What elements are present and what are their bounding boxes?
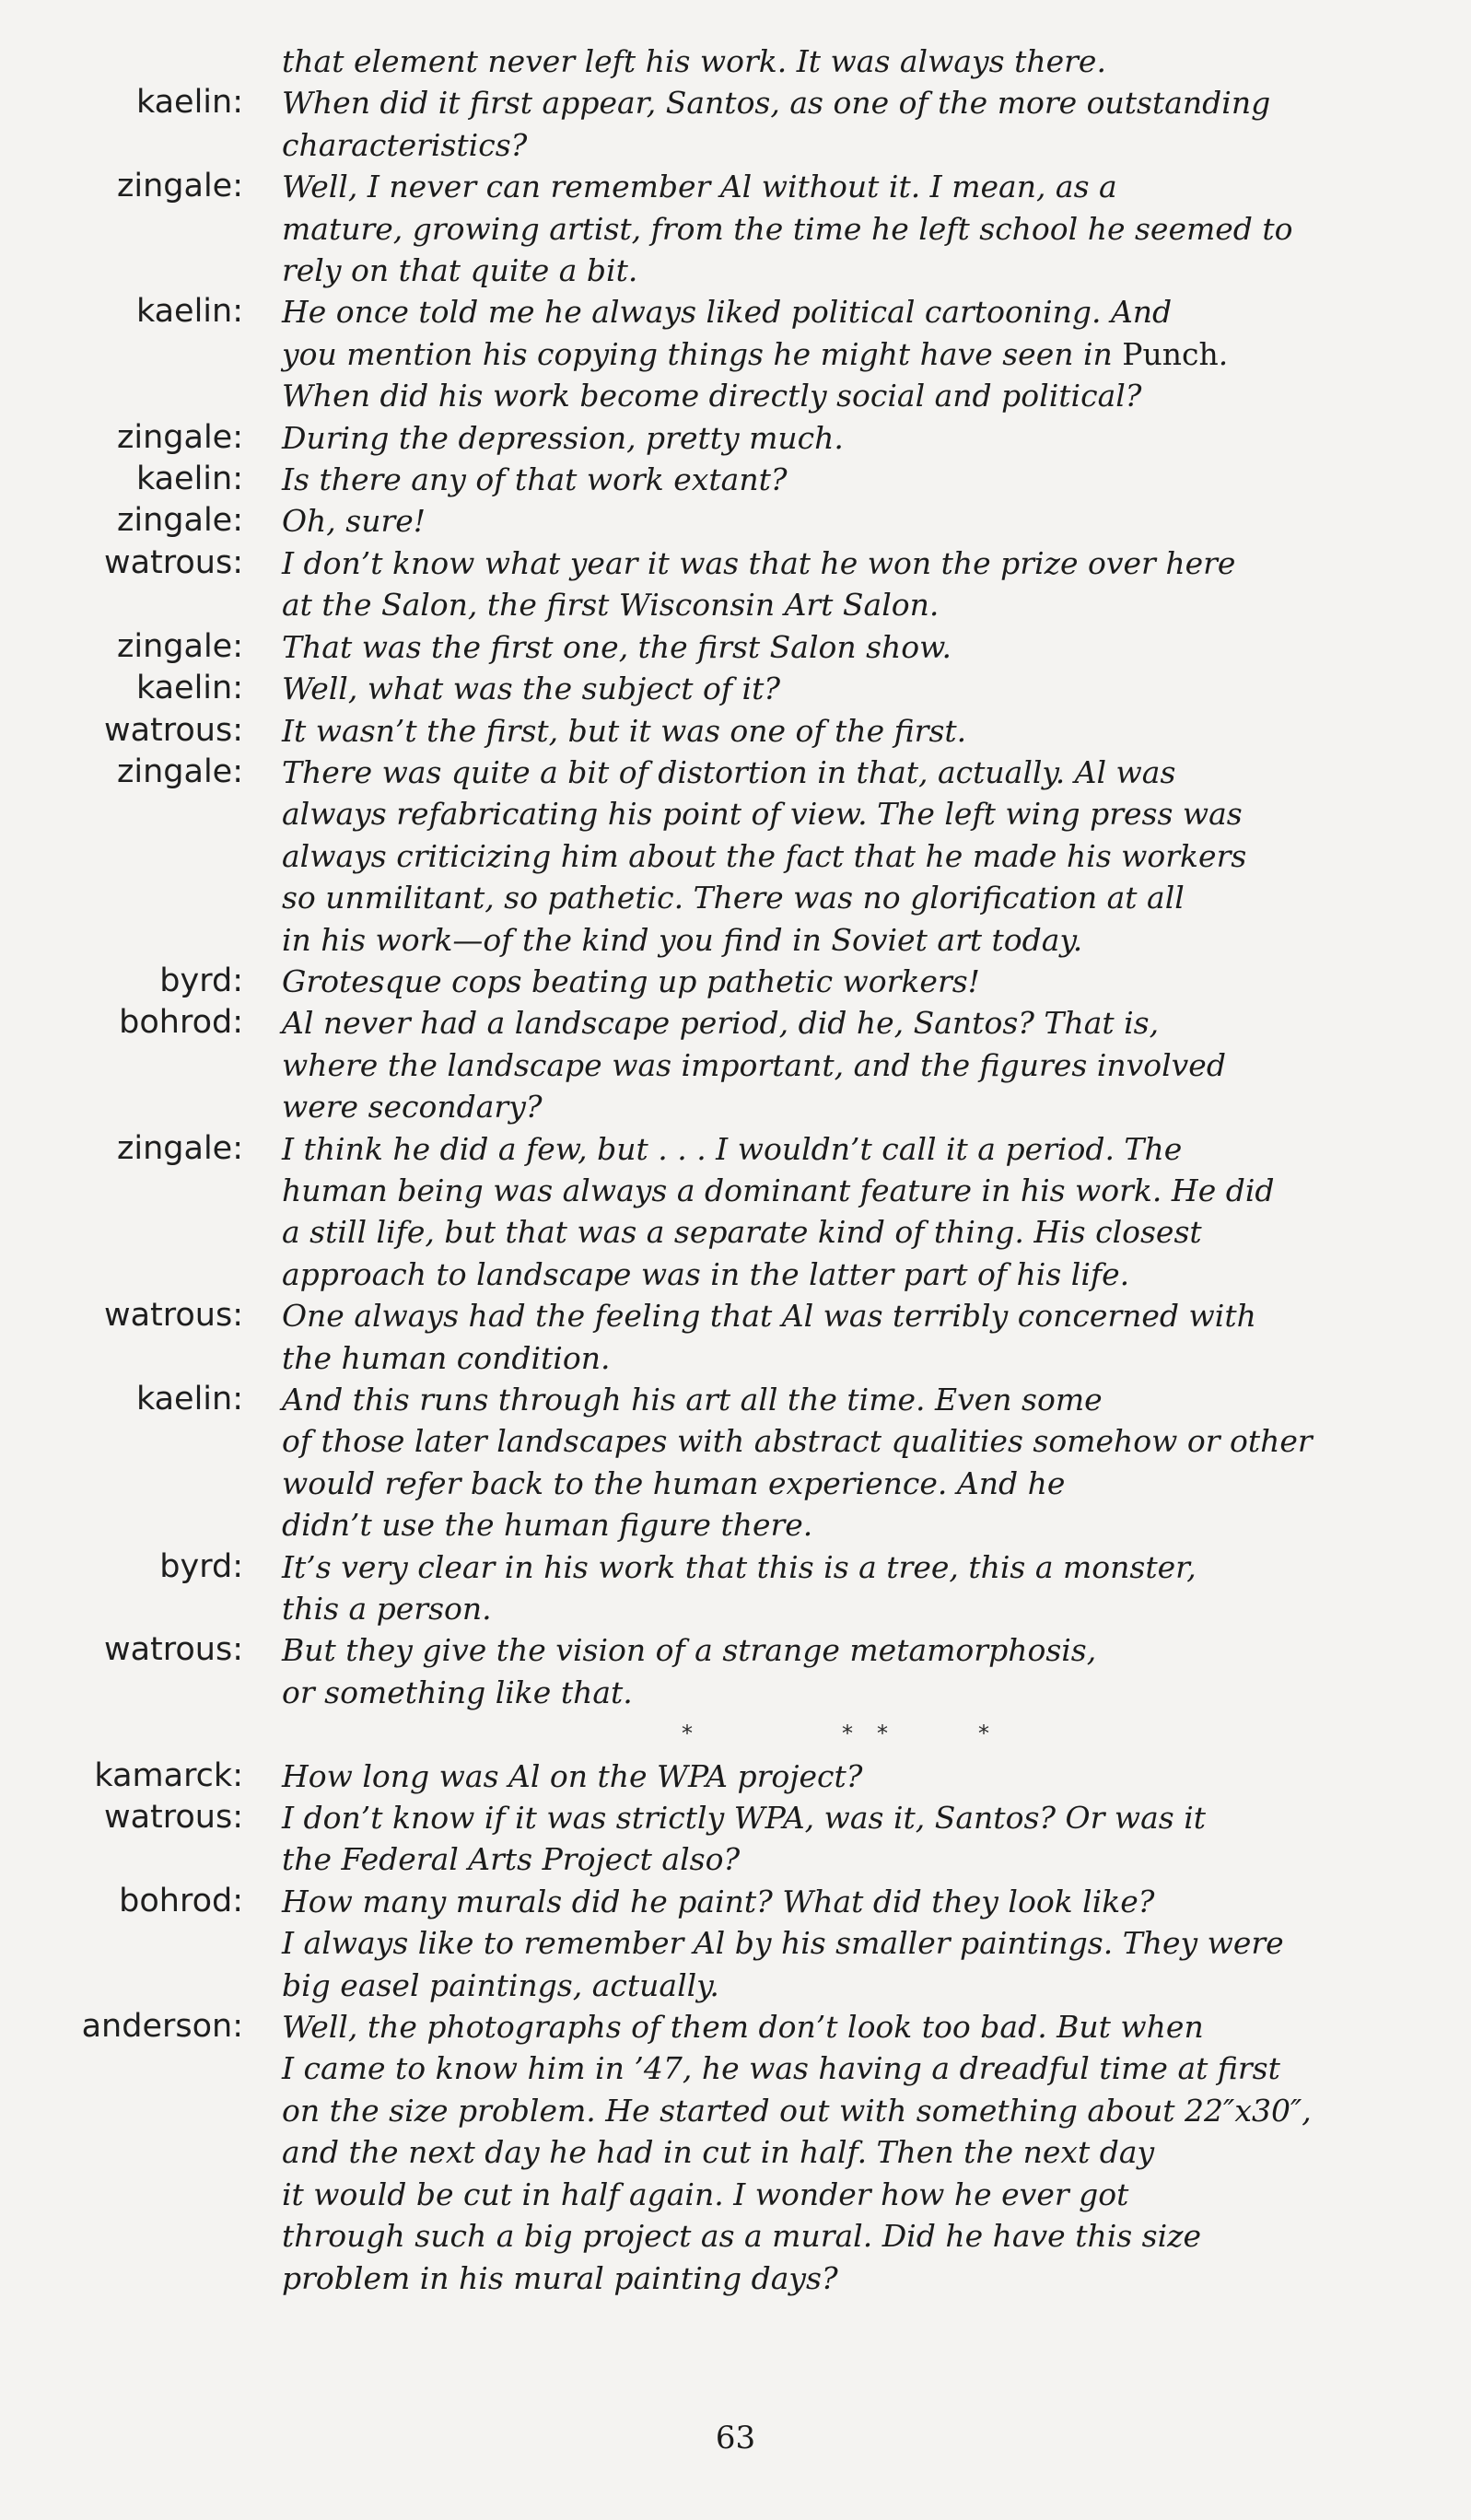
- dialogue-line: [282, 2131, 1471, 2173]
- section-break-asterisk: *: [978, 1721, 989, 1747]
- interview-transcript: [0, 41, 1471, 2299]
- line-text: When did it first appear, Santos, as one of the more outstanding: [282, 85, 1271, 122]
- line-text: a still life, but that was a separate kind of thing. His closest: [282, 1214, 1202, 1251]
- dialogue-line: [282, 877, 1471, 918]
- line-text: human being was always a dominant feature in his work. He did: [282, 1172, 1275, 1208]
- dialogue-turn: [0, 417, 1471, 459]
- line-text: I don’t know what year it was that he won the prize over here: [282, 544, 1236, 581]
- speaker-name: bohrod:: [119, 1882, 243, 1919]
- dialogue-line: [282, 1629, 1471, 1671]
- dialogue-turn: [0, 668, 1471, 709]
- line-text: of those later landscapes with abstract qualities somehow or other: [282, 1423, 1313, 1460]
- line-text: But they give the vision of a strange metamorphosis,: [282, 1632, 1097, 1669]
- line-text: I came to know him in ’47, he was having a dreadful time at first: [282, 2050, 1280, 2087]
- line-text: problem in his mural painting days?: [282, 2259, 838, 2296]
- dialogue-line: [282, 919, 1471, 961]
- dialogue-turn: [0, 459, 1471, 500]
- dialogue-line: [282, 793, 1471, 834]
- line-text: the Federal Arts Project also?: [282, 1841, 741, 1878]
- dialogue-line: [282, 375, 1471, 416]
- dialogue-line: [282, 2006, 1471, 2048]
- line-text: that element never left his work. It was always there.: [282, 43, 1106, 79]
- dialogue-turn: [0, 1756, 1471, 1797]
- dialogue-line: [282, 124, 1471, 166]
- line-text: the human condition.: [282, 1339, 611, 1376]
- publication-title: Punch: [1122, 335, 1219, 372]
- dialogue-line: [282, 1922, 1471, 1964]
- dialogue-turn: [0, 752, 1471, 961]
- line-text: Well, I never can remember Al without it. I mean, as a: [282, 169, 1117, 205]
- dialogue-turn: [0, 500, 1471, 542]
- speaker-name: zingale:: [117, 418, 243, 456]
- dialogue-line: [282, 2258, 1471, 2299]
- dialogue-line: [282, 1965, 1471, 2006]
- dialogue-line: [282, 459, 1471, 500]
- line-text: I always like to remember Al by his smaller paintings. They were: [282, 1925, 1284, 1962]
- speaker-name: zingale:: [117, 168, 243, 205]
- dialogue-line: [282, 208, 1471, 250]
- line-text: through such a big project as a mural. Did he have this size: [282, 2218, 1202, 2255]
- line-text: That was the first one, the first Salon show.: [282, 628, 951, 665]
- dialogue-line: [282, 2048, 1471, 2089]
- dialogue-line: [282, 1881, 1471, 1922]
- dialogue-line: [282, 1546, 1471, 1588]
- dialogue-line: [282, 1002, 1471, 1044]
- dialogue-line: [282, 1797, 1471, 1838]
- line-text: How long was Al on the WPA project?: [282, 1757, 863, 1794]
- dialogue-turn: [0, 291, 1471, 416]
- dialogue-line: [282, 1588, 1471, 1629]
- speaker-name: bohrod:: [119, 1004, 243, 1042]
- line-text: would refer back to the human experience. And he: [282, 1464, 1066, 1501]
- line-text: were secondary?: [282, 1089, 543, 1126]
- dialogue-line: [282, 710, 1471, 752]
- dialogue-turn: [0, 626, 1471, 668]
- dialogue-line: [282, 668, 1471, 709]
- dialogue-line: [282, 752, 1471, 793]
- line-text: It’s very clear in his work that this is a tree, this a monster,: [282, 1548, 1197, 1585]
- speaker-name: zingale:: [117, 752, 243, 790]
- dialogue-line: [282, 2215, 1471, 2257]
- dialogue-line: [282, 2174, 1471, 2215]
- line-text: .: [1218, 335, 1229, 372]
- dialogue-line: [282, 626, 1471, 668]
- dialogue-line: [282, 1504, 1471, 1546]
- dialogue-line: [282, 41, 1471, 82]
- speaker-name: kaelin:: [135, 84, 243, 122]
- dialogue-turn: [0, 2006, 1471, 2299]
- line-text: Al never had a landscape period, did he, Santos? That is,: [282, 1005, 1160, 1042]
- dialogue-line: [282, 333, 1471, 375]
- line-text: One always had the feeling that Al was terribly concerned with: [282, 1298, 1256, 1335]
- line-text: Well, the photographs of them don’t look too bad. But when: [282, 2009, 1204, 2046]
- line-text: During the depression, pretty much.: [282, 419, 844, 456]
- line-text: always refabricating his point of view. The left wing press was: [282, 796, 1243, 833]
- dialogue-line: [282, 82, 1471, 123]
- dialogue-line: [282, 1254, 1471, 1295]
- speaker-name: zingale:: [117, 1129, 243, 1167]
- speaker-name: zingale:: [117, 502, 243, 540]
- line-text: I think he did a few, but . . . I wouldn’t call it a period. The: [282, 1130, 1183, 1167]
- line-text: in his work—of the kind you find in Soviet art today.: [282, 921, 1083, 958]
- line-text: on the size problem. He started out with something about 22″x30″,: [282, 2092, 1312, 2129]
- dialogue-line: [282, 1838, 1471, 1880]
- section-break-asterisk: *: [682, 1721, 693, 1747]
- line-text: where the landscape was important, and the figures involved: [282, 1046, 1226, 1083]
- line-text: or something like that.: [282, 1674, 633, 1710]
- speaker-name: watrous:: [103, 711, 243, 749]
- dialogue-turn: [0, 1546, 1471, 1630]
- line-text: characteristics?: [282, 126, 528, 163]
- dialogue-turn: [0, 710, 1471, 752]
- line-text: Well, what was the subject of it?: [282, 671, 781, 707]
- line-text: Grotesque cops beating up pathetic workers!: [282, 962, 980, 999]
- dialogue-turn: [0, 1002, 1471, 1127]
- line-text: didn’t use the human figure there.: [282, 1507, 813, 1544]
- speaker-name: watrous:: [103, 1631, 243, 1669]
- line-text: big easel paintings, actually.: [282, 1966, 719, 2003]
- dialogue-turn: [0, 1295, 1471, 1379]
- speaker-name: kaelin:: [135, 670, 243, 707]
- dialogue-line: [282, 1672, 1471, 1713]
- dialogue-line: [282, 1463, 1471, 1504]
- section-break-asterisk: *: [877, 1721, 888, 1747]
- dialogue-line: [282, 1128, 1471, 1170]
- line-text: this a person.: [282, 1591, 492, 1628]
- line-text: you mention his copying things he might have seen in: [282, 335, 1123, 372]
- line-text: There was quite a bit of distortion in that, actually. Al was: [282, 753, 1176, 790]
- speaker-name: zingale:: [117, 627, 243, 665]
- line-text: and the next day he had in cut in half. Then the next day: [282, 2134, 1155, 2171]
- page-number: 63: [715, 2420, 756, 2456]
- line-text: I don’t know if it was strictly WPA, was it, Santos? Or was it: [282, 1800, 1207, 1837]
- speaker-name: byrd:: [159, 1547, 243, 1585]
- dialogue-line: [282, 2090, 1471, 2131]
- dialogue-line: [282, 166, 1471, 207]
- dialogue-line: [282, 1044, 1471, 1086]
- dialogue-line: [282, 1337, 1471, 1379]
- dialogue-turn: [0, 1128, 1471, 1296]
- dialogue-turn: [0, 1797, 1471, 1881]
- dialogue-line: [282, 1170, 1471, 1211]
- dialogue-turn: [0, 82, 1471, 166]
- dialogue-turn: [0, 961, 1471, 1002]
- dialogue-line: [282, 1379, 1471, 1420]
- line-text: Is there any of that work extant?: [282, 461, 788, 498]
- section-break-asterisk: *: [842, 1721, 853, 1747]
- speaker-name: watrous:: [103, 1799, 243, 1837]
- speaker-name: kaelin:: [135, 1381, 243, 1418]
- dialogue-line: [282, 417, 1471, 459]
- line-text: approach to landscape was in the latter part of his life.: [282, 1255, 1130, 1292]
- line-text: it would be cut in half again. I wonder how he ever got: [282, 2176, 1129, 2212]
- speaker-name: kamarck:: [94, 1756, 243, 1794]
- dialogue-line: [282, 584, 1471, 625]
- dialogue-line: [282, 291, 1471, 332]
- dialogue-line: [282, 542, 1471, 584]
- line-text: rely on that quite a bit.: [282, 252, 638, 289]
- speaker-name: byrd:: [159, 962, 243, 999]
- dialogue-turn: [0, 1629, 1471, 1713]
- line-text: at the Salon, the first Wisconsin Art Salon.: [282, 587, 940, 624]
- line-text: always criticizing him about the fact that he made his workers: [282, 837, 1247, 874]
- dialogue-line: [282, 1295, 1471, 1336]
- dialogue-line: [282, 961, 1471, 1002]
- speaker-name: kaelin:: [135, 461, 243, 498]
- dialogue-turn: [0, 1881, 1471, 2006]
- line-text: When did his work become directly social and political?: [282, 378, 1142, 414]
- dialogue-turn: [0, 1379, 1471, 1546]
- dialogue-line: [282, 1086, 1471, 1127]
- speaker-name: watrous:: [103, 543, 243, 581]
- dialogue-turn: [0, 166, 1471, 291]
- speaker-name: watrous:: [103, 1297, 243, 1335]
- dialogue-line: [282, 1756, 1471, 1797]
- dialogue-line: [282, 250, 1471, 291]
- line-text: How many murals did he paint? What did they look like?: [282, 1883, 1155, 1919]
- line-text: It wasn’t the first, but it was one of the first.: [282, 712, 967, 749]
- section-break: [0, 1713, 1471, 1755]
- line-text: Oh, sure!: [282, 503, 426, 540]
- dialogue-line: [282, 500, 1471, 542]
- speaker-name: kaelin:: [135, 293, 243, 331]
- line-text: mature, growing artist, from the time he left school he seemed to: [282, 210, 1293, 247]
- line-text: so unmilitant, so pathetic. There was no glorification at all: [282, 880, 1185, 916]
- line-text: He once told me he always liked political cartooning. And: [282, 294, 1173, 331]
- dialogue-line: [282, 835, 1471, 877]
- speaker-name: anderson:: [81, 2008, 243, 2046]
- dialogue-turn: [0, 542, 1471, 626]
- line-text: And this runs through his art all the time. Even some: [282, 1382, 1103, 1418]
- dialogue-line: [282, 1420, 1471, 1462]
- dialogue-line: [282, 1211, 1471, 1253]
- dialogue-turn: [0, 41, 1471, 82]
